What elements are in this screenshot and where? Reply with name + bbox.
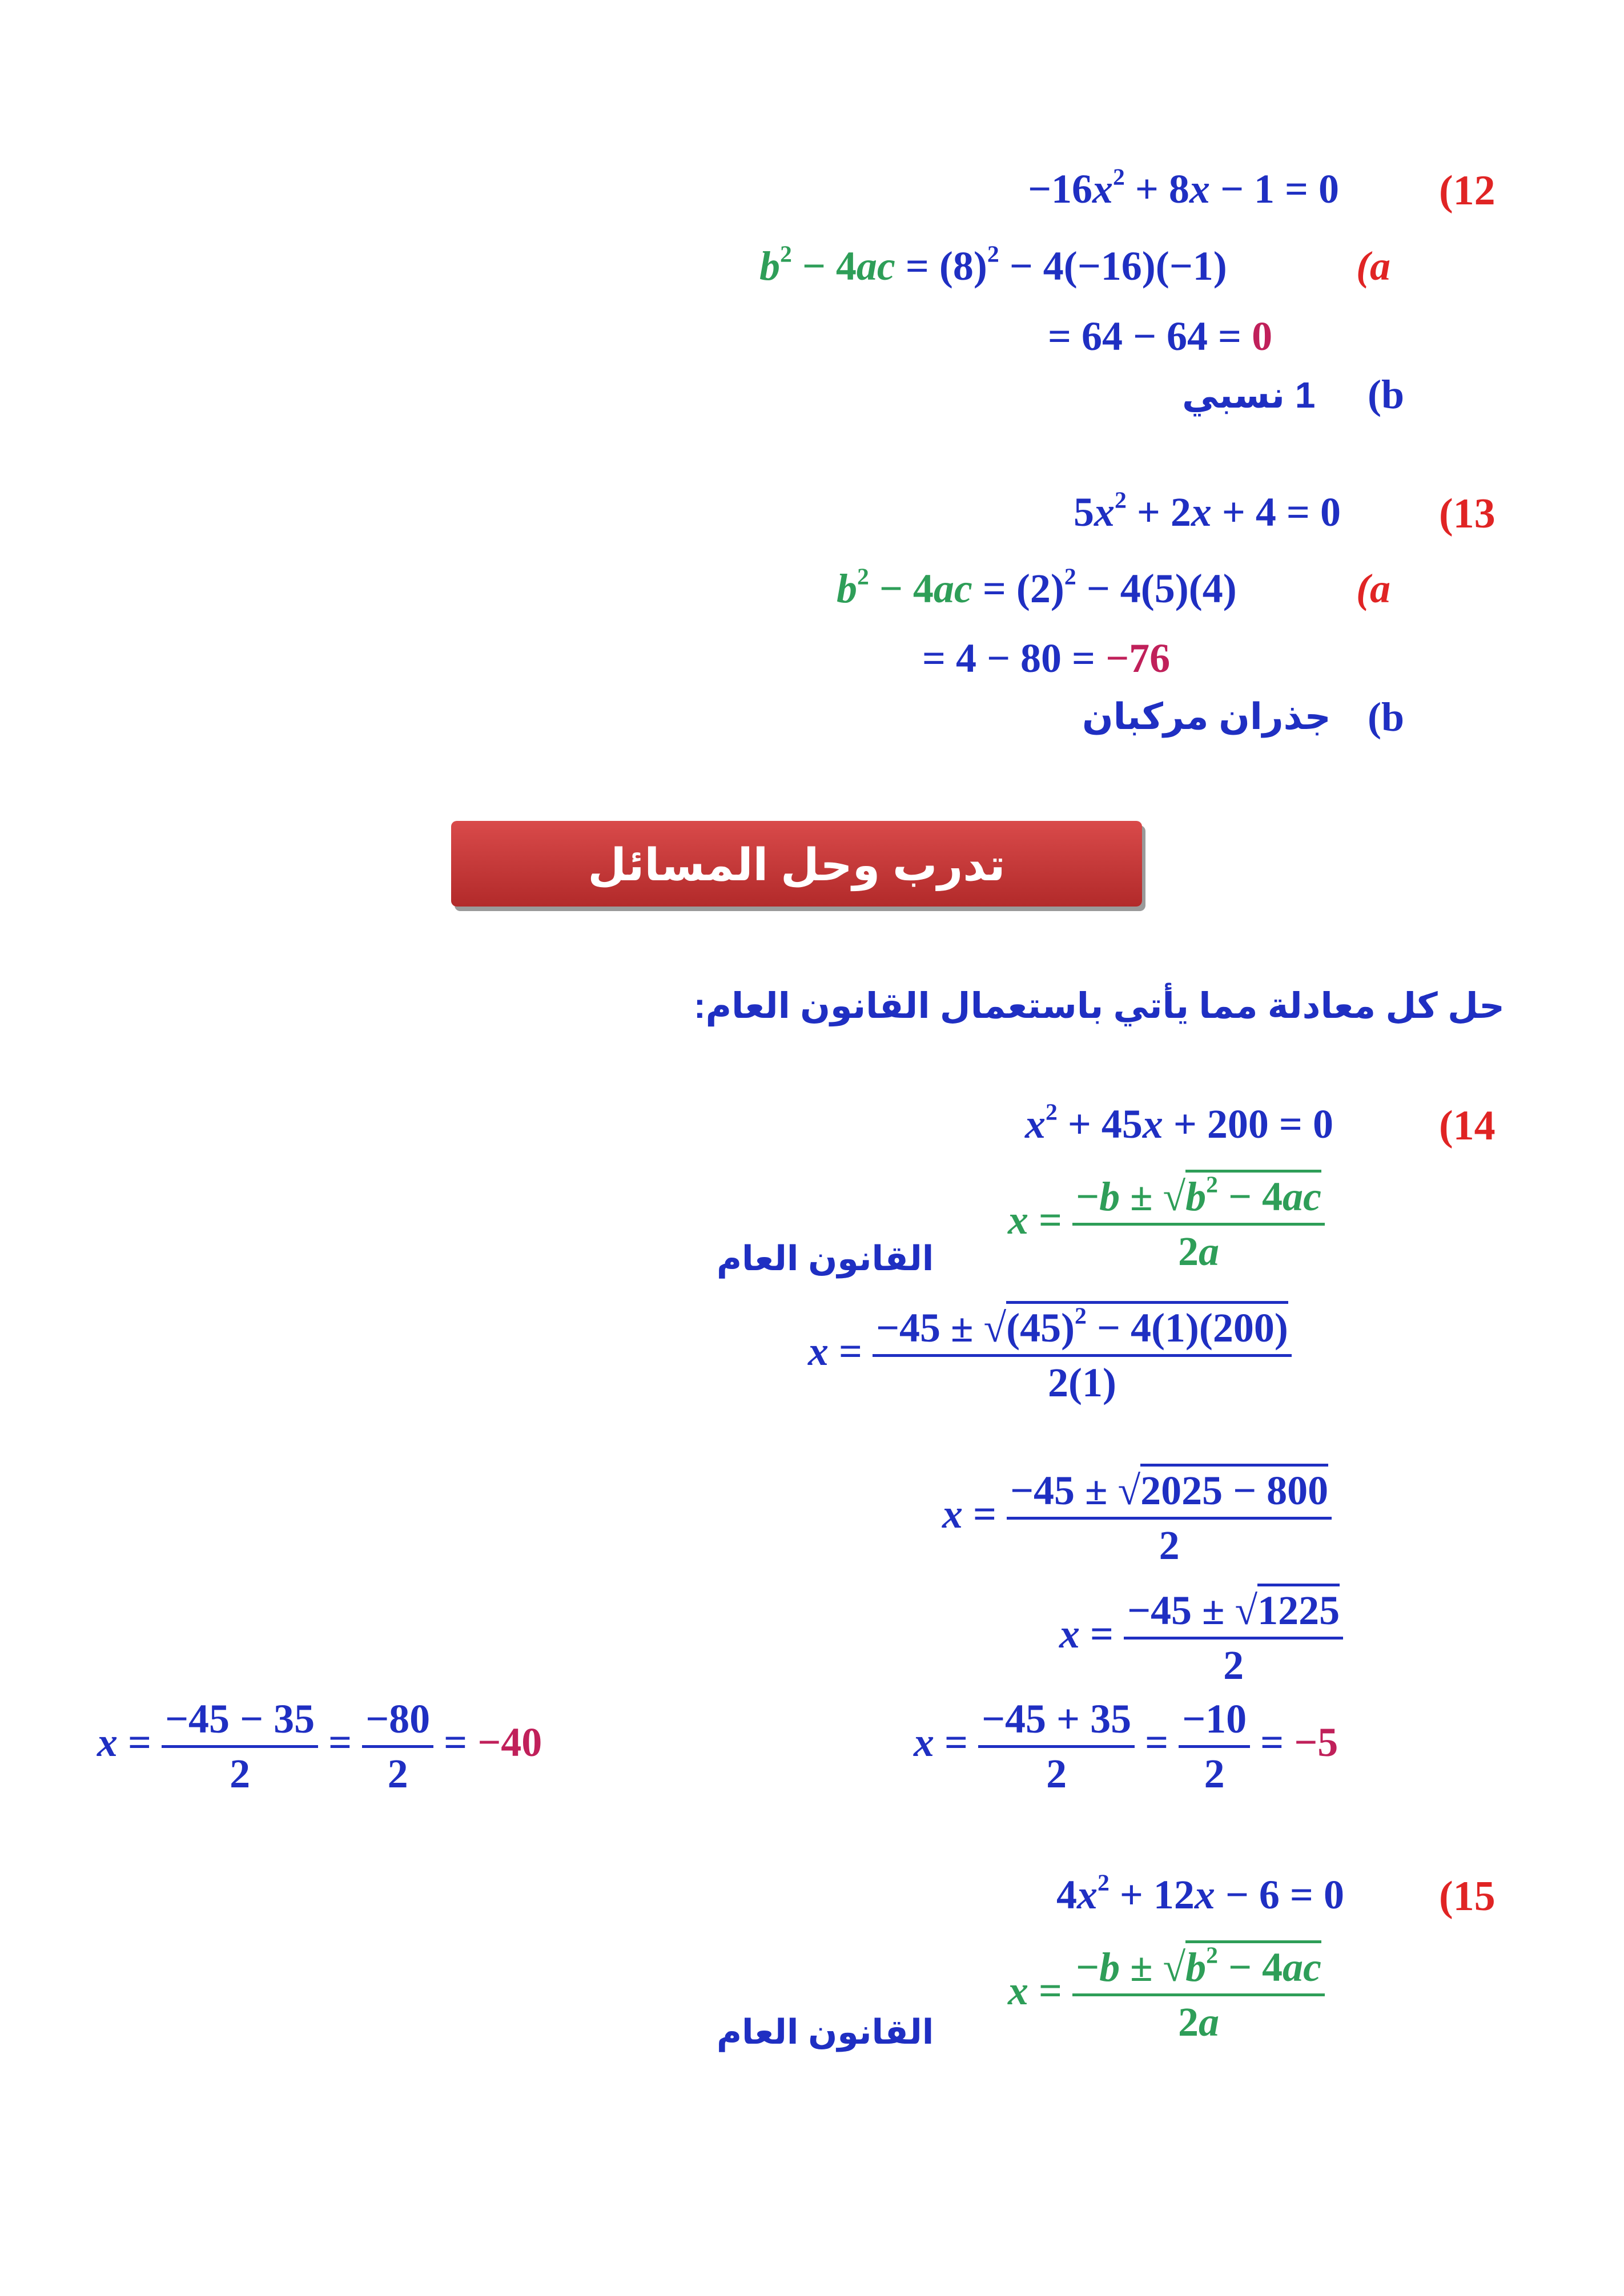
first-root: x = $\frac{-45 + 35}{2}$ = $\frac{-10}{2}$ = −5 (914, 1696, 1338, 1796)
part-a-label: (a (1356, 243, 1390, 289)
part-a-label: (a (1356, 566, 1390, 611)
section-title: تدرب وحل المسائل (588, 840, 1006, 890)
root-step: x = $\frac{-45 \pm √1225}{2}$ (1059, 1587, 1343, 1689)
part-b-label: (b (1368, 694, 1405, 740)
discriminant-result: = 4 − 80 = −76 (922, 635, 1171, 681)
discriminant-expression: $b^2 - 4ac$ (759, 241, 895, 289)
discriminant-result: = 64 − 64 = 0 (1048, 313, 1273, 359)
problem-12-equation: $-16x^2 + 8x - 1 = 0$ (1028, 164, 1339, 212)
general-formula-label: القانون العام (717, 1239, 934, 1278)
quadratic-formula: x = $\frac{-b \pm √b^2 - 4ac}{2a}$ (1008, 1173, 1325, 1275)
quadratic-formula: x = $\frac{-b \pm √b^2 - 4ac}{2a}$ (1008, 1944, 1325, 2046)
second-root: x = $\frac{-45 - 35}{2}$ = $\frac{-80}{2}$ = −40 (97, 1696, 542, 1796)
discriminant-expression: $b^2 - 4ac$ (837, 563, 972, 611)
problem-13-equation: $5x^2 + 2x + 4 = 0$ (1074, 487, 1341, 535)
general-formula-label: القانون العام (717, 2013, 934, 2051)
problem-15-number: (15 (1439, 1873, 1496, 1920)
first-root-value: −5 (1294, 1719, 1338, 1766)
substitution-step: x = $\frac{-45 \pm √(45)^2 - 4(1)(200)}{2(1)}$ (808, 1304, 1292, 1407)
simplify-step: x = $\frac{-45 \pm √2025 - 800}{2}$ (942, 1467, 1332, 1569)
problem-13-number: (13 (1439, 490, 1496, 537)
discriminant-line (759, 243, 1227, 290)
section-banner (451, 821, 1142, 907)
problem-14-number: (14 (1439, 1102, 1496, 1149)
discriminant-line (837, 565, 1237, 613)
discriminant-value: 0 (1252, 313, 1273, 359)
problem-15-equation: $4x^2 + 12x - 6 = 0$ (1056, 1870, 1344, 1918)
roots-type: جذران مركبان (1082, 696, 1331, 737)
problem-14-equation: $x^2 + 45x + 200 = 0$ (1025, 1099, 1333, 1147)
discriminant-value: −76 (1106, 635, 1171, 681)
problem-12-number: (12 (1439, 167, 1496, 214)
second-root-value: −40 (477, 1719, 542, 1766)
roots-type: 1 نسبي (1182, 374, 1316, 416)
discriminant-substitution: = $(2)^2 - 4(5)(4)$ (982, 563, 1237, 611)
discriminant-substitution: = $(8)^2 - 4(-16)(-1)$ (905, 241, 1227, 289)
part-b-label: (b (1368, 372, 1405, 417)
instruction-text: حل كل معادلة مما يأتي باستعمال القانون العام: (693, 986, 1505, 1026)
